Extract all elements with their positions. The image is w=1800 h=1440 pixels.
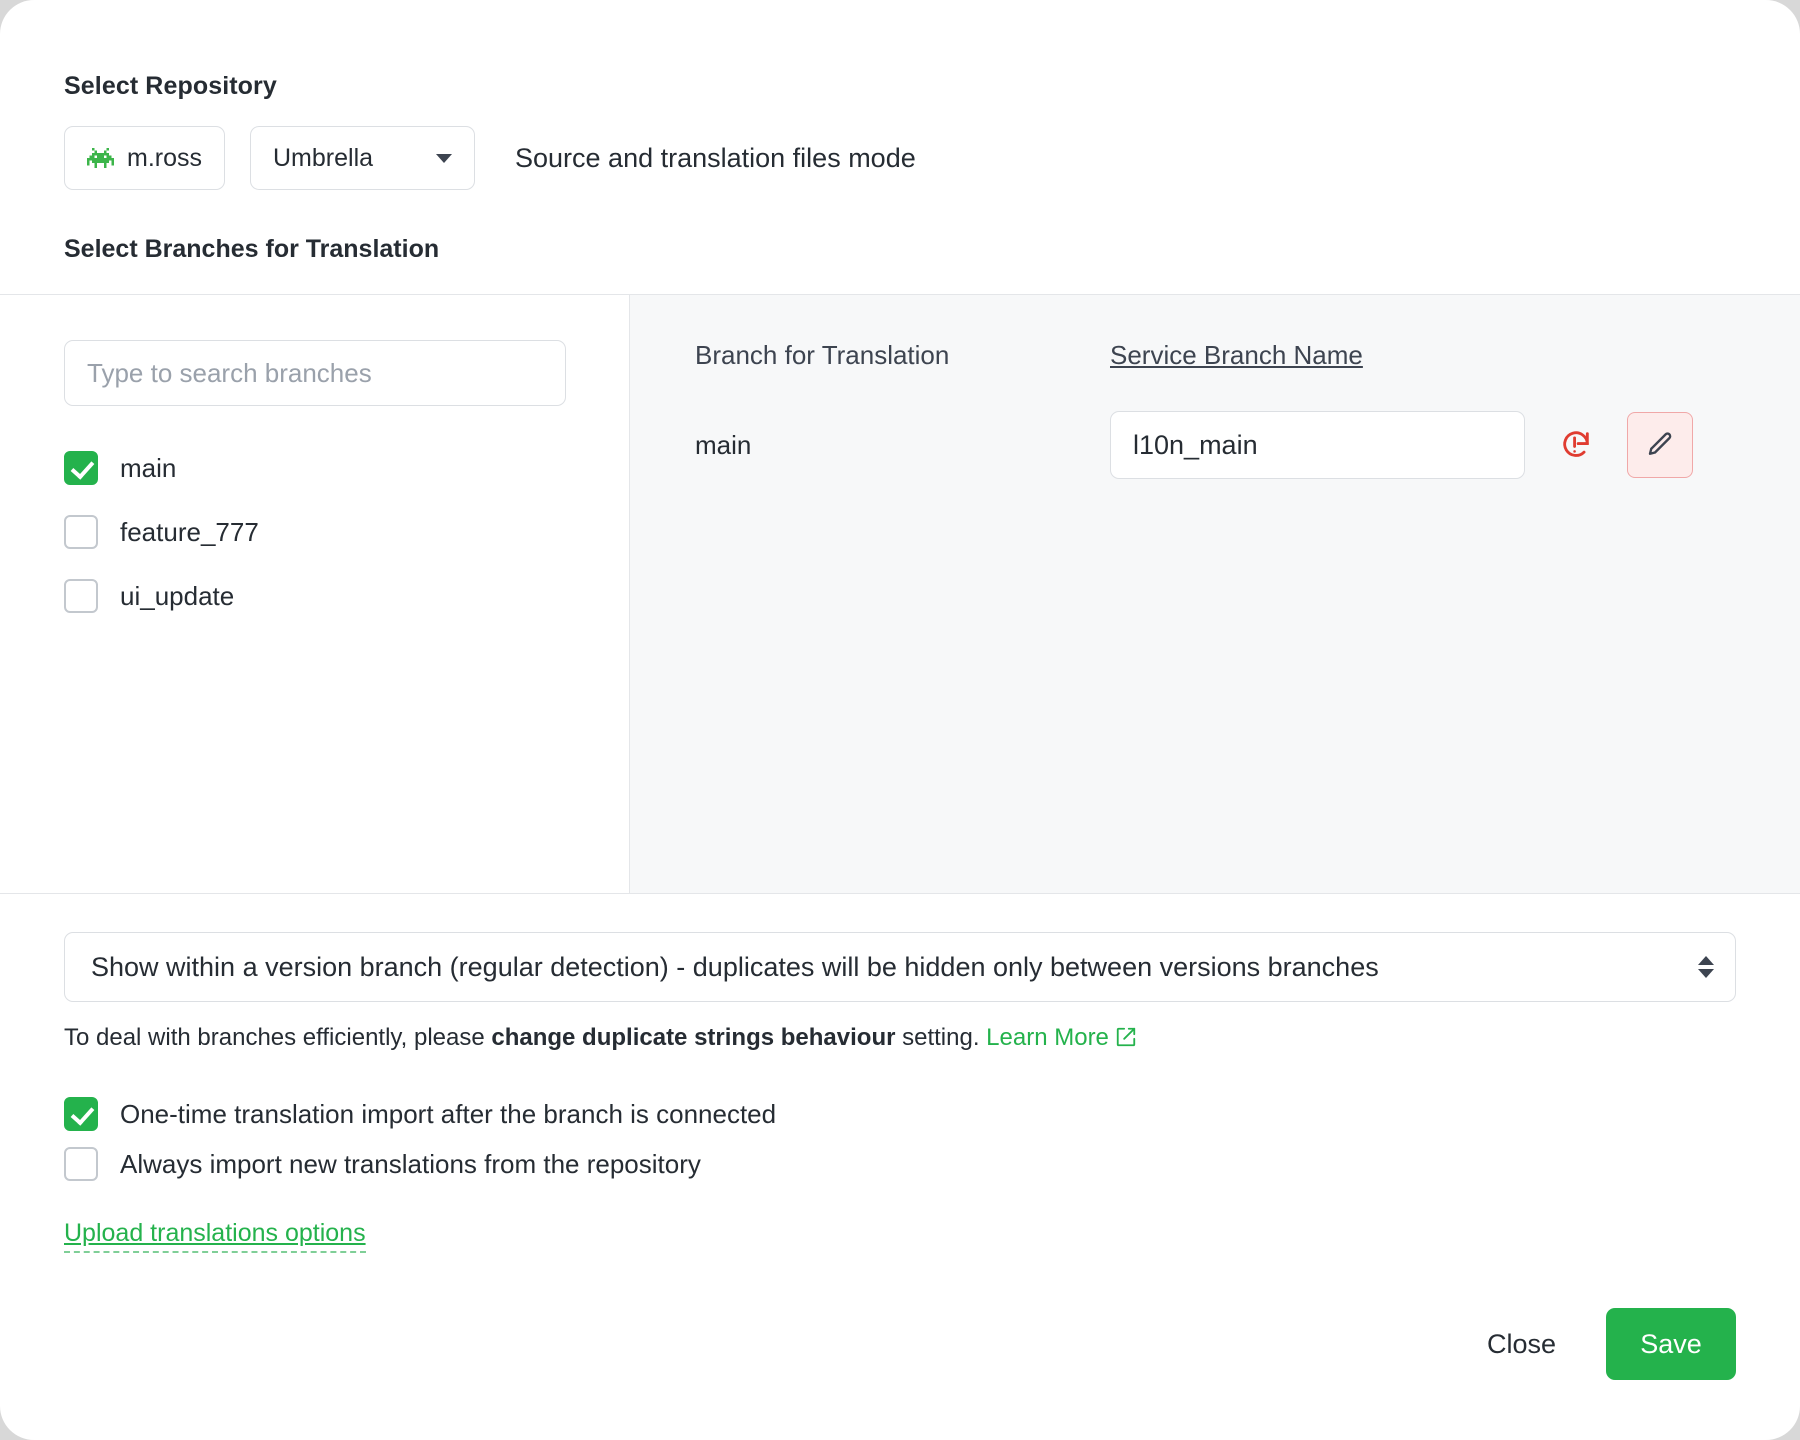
table-row bbox=[695, 411, 1800, 479]
one-time-import-checkbox[interactable] bbox=[64, 1097, 98, 1131]
helper-suffix: setting. bbox=[895, 1024, 987, 1051]
select-repository-label: Select Repository bbox=[64, 72, 277, 100]
save-button[interactable]: Save bbox=[1606, 1308, 1736, 1380]
option-label: Always import new translations from the repository bbox=[120, 1148, 701, 1179]
files-mode-text: Source and translation files mode bbox=[515, 142, 916, 173]
helper-bold: change duplicate strings behaviour bbox=[491, 1024, 896, 1051]
always-import-checkbox[interactable] bbox=[64, 1147, 98, 1181]
branch-label: feature_777 bbox=[120, 516, 259, 547]
account-chip[interactable] bbox=[64, 126, 225, 190]
branches-panes bbox=[0, 294, 1800, 894]
list-item[interactable] bbox=[64, 436, 565, 500]
option-always-import[interactable] bbox=[64, 1139, 1736, 1189]
header-branch-for-translation: Branch for Translation bbox=[695, 340, 950, 370]
branch-checkbox-uiupdate[interactable] bbox=[64, 579, 98, 613]
learn-more-link[interactable]: Learn More bbox=[986, 1024, 1109, 1051]
repository-section bbox=[0, 0, 1800, 294]
settings-section bbox=[0, 894, 1800, 1440]
upload-translations-options-link[interactable]: Upload translations options bbox=[64, 1219, 366, 1253]
space-invader-icon bbox=[87, 146, 114, 170]
reset-warning-icon[interactable] bbox=[1559, 428, 1593, 462]
branch-checkbox-main[interactable] bbox=[64, 451, 98, 485]
chevron-down-icon bbox=[436, 154, 452, 163]
list-item[interactable] bbox=[64, 564, 565, 628]
branch-list bbox=[64, 436, 565, 628]
pencil-edit-icon bbox=[1645, 430, 1675, 460]
search-branches-input[interactable] bbox=[64, 340, 566, 406]
list-item[interactable] bbox=[64, 500, 565, 564]
select-updown-icon bbox=[1698, 956, 1714, 978]
import-options bbox=[64, 1089, 1736, 1189]
modal-footer bbox=[64, 1308, 1736, 1440]
duplicates-helper-text bbox=[64, 1024, 1736, 1055]
row-branch-name: main bbox=[695, 429, 752, 460]
branch-mapping-pane bbox=[630, 295, 1800, 893]
header-service-branch-name[interactable]: Service Branch Name bbox=[1110, 340, 1363, 370]
edit-service-branch-button[interactable] bbox=[1627, 412, 1693, 478]
external-link-icon bbox=[1115, 1026, 1137, 1055]
branch-checkbox-feature777[interactable] bbox=[64, 515, 98, 549]
duplicates-select-wrap bbox=[64, 932, 1736, 1002]
account-name: m.ross bbox=[127, 143, 202, 172]
project-dropdown[interactable] bbox=[250, 126, 475, 190]
helper-prefix: To deal with branches efficiently, please bbox=[64, 1024, 492, 1051]
service-branch-name-input[interactable] bbox=[1110, 411, 1525, 479]
option-one-time-import[interactable] bbox=[64, 1089, 1736, 1139]
branch-label: ui_update bbox=[120, 580, 235, 611]
branch-picker-pane bbox=[0, 295, 630, 893]
option-label: One-time translation import after the branch is connected bbox=[120, 1098, 777, 1129]
close-button[interactable]: Close bbox=[1473, 1319, 1570, 1370]
repository-row bbox=[64, 126, 1736, 190]
project-dropdown-value: Umbrella bbox=[273, 143, 374, 172]
duplicate-strings-select[interactable]: Show within a version branch (regular detection) - duplicates will be hidden only between versions branches bbox=[64, 932, 1736, 1002]
branch-label: main bbox=[120, 452, 177, 483]
mapping-header bbox=[695, 340, 1800, 371]
select-branches-label: Select Branches for Translation bbox=[64, 235, 440, 263]
